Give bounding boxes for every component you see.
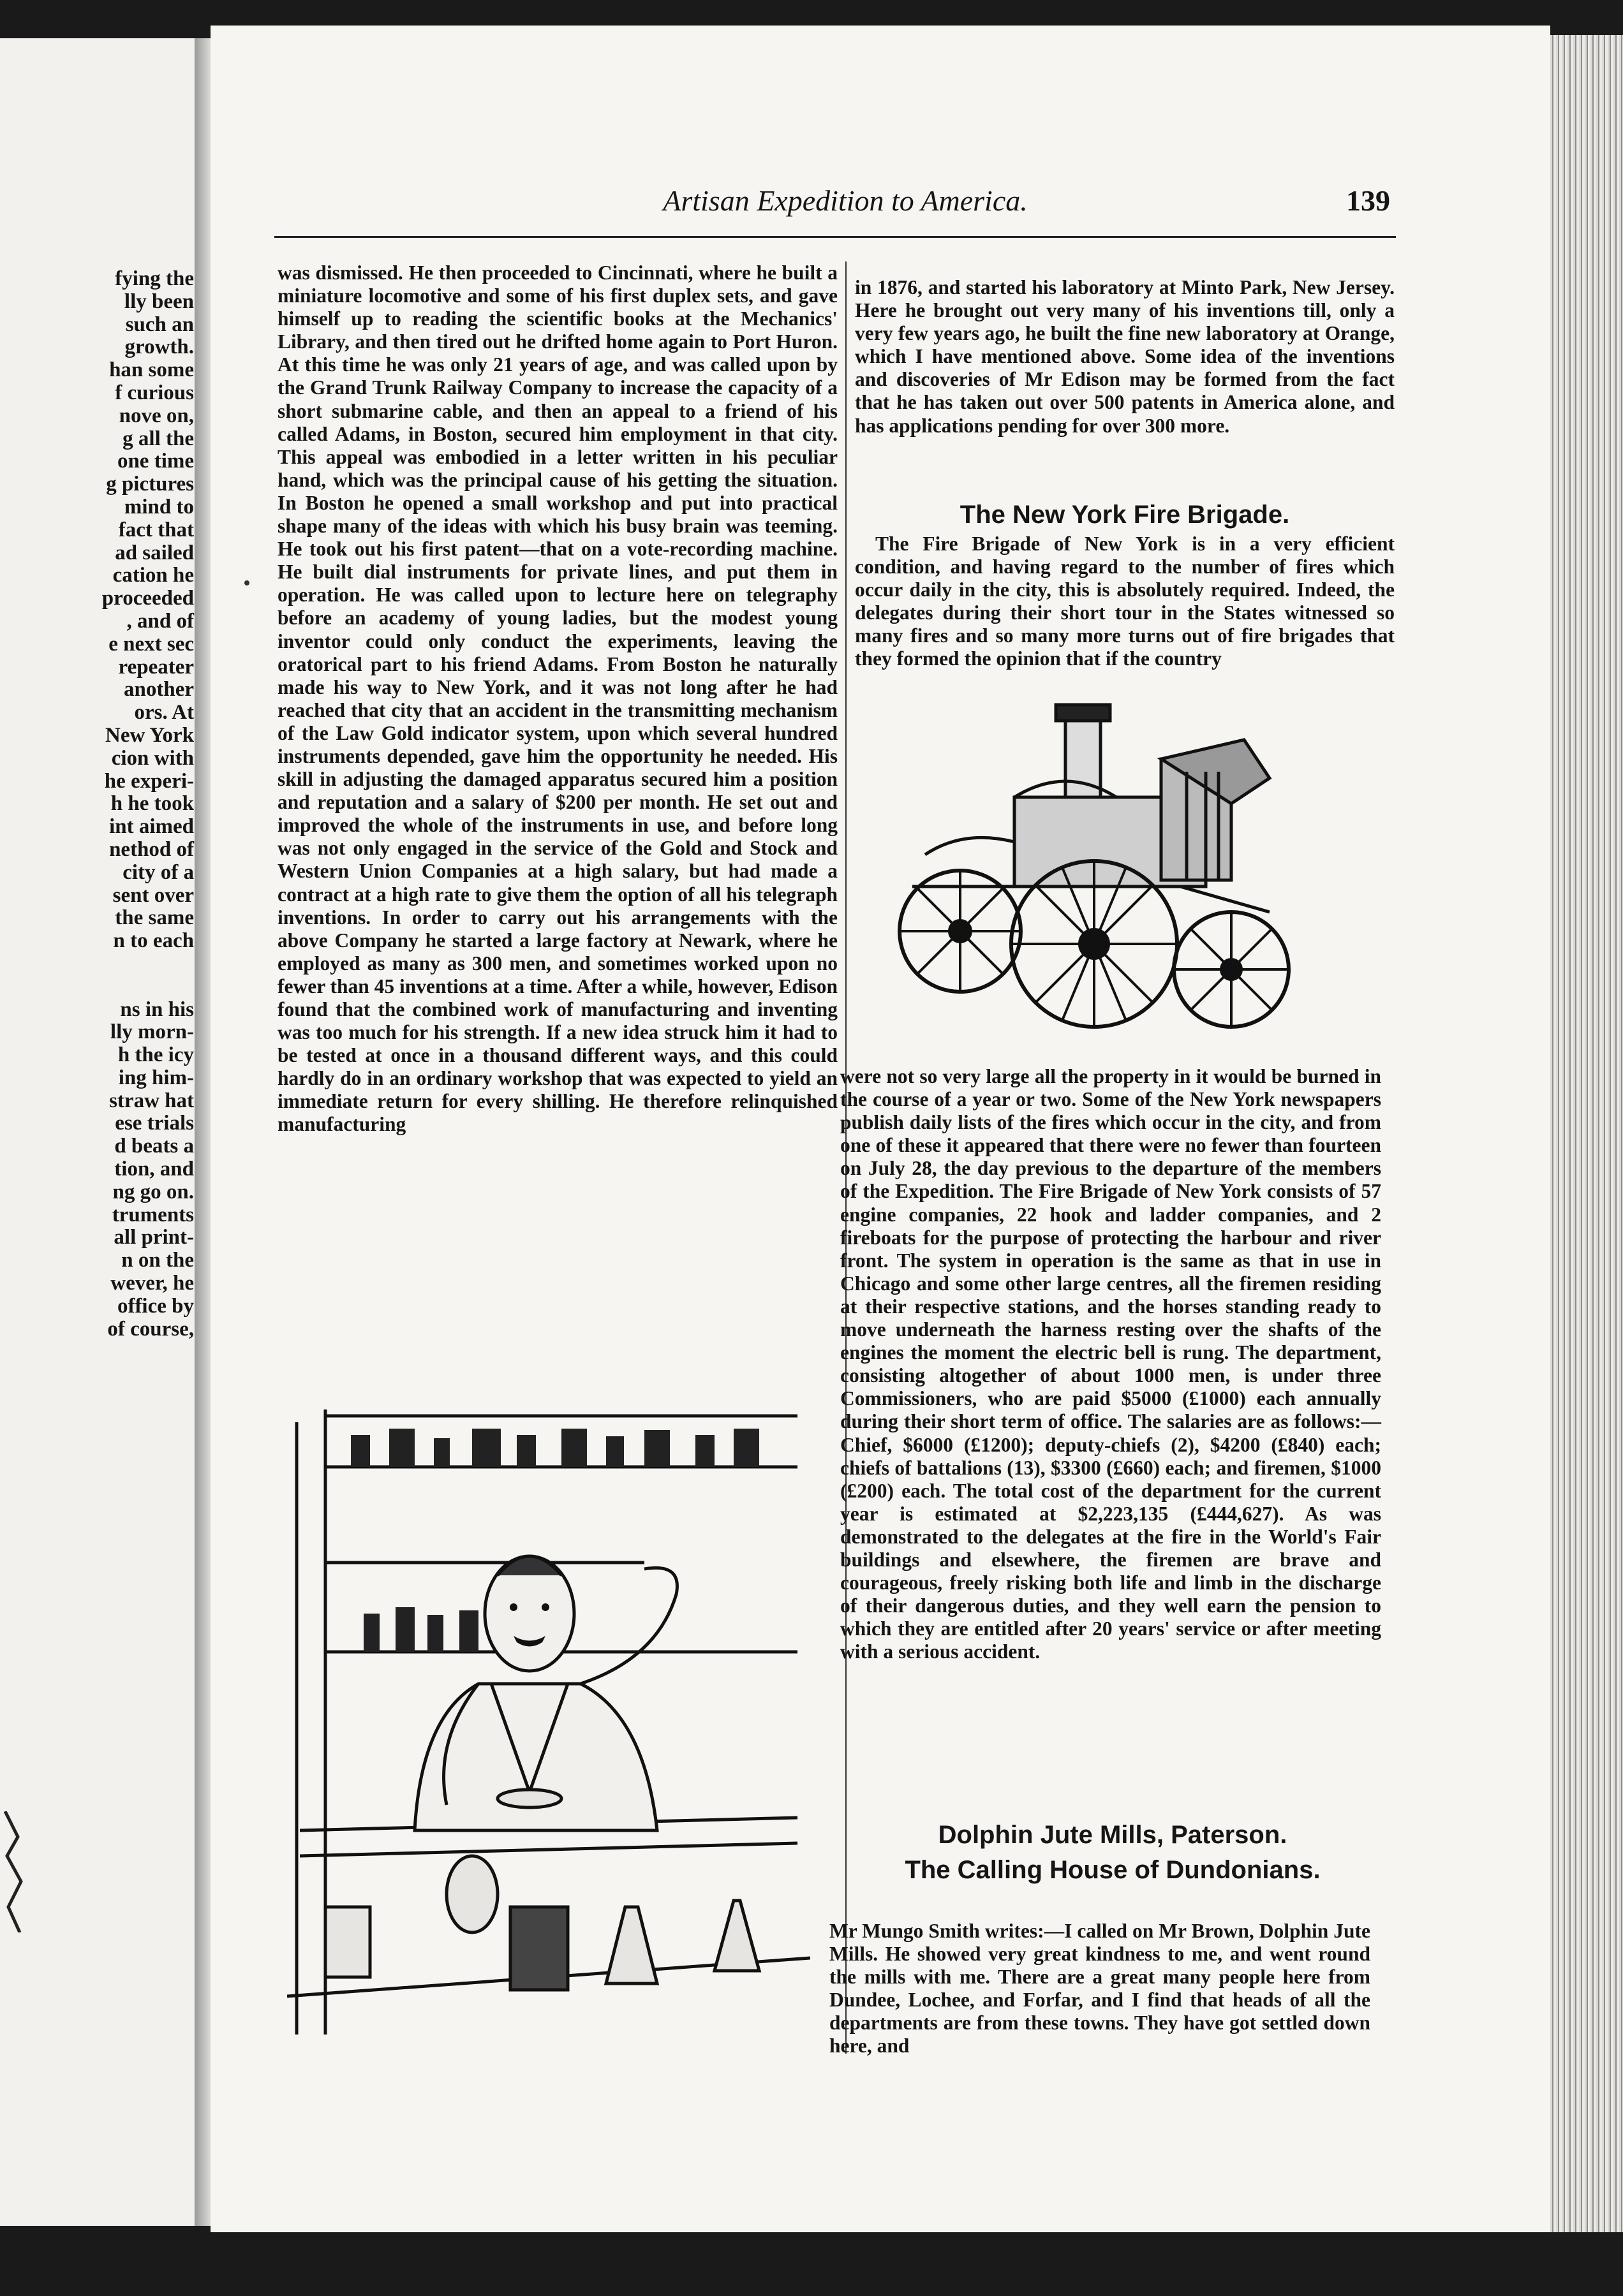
dolphin-heading: Dolphin Jute Mills, Paterson. bbox=[938, 1821, 1287, 1849]
running-title: Artisan Expedition to America. bbox=[663, 184, 1028, 217]
fire-paragraph-1: The Fire Brigade of New York is in a very efficient condition, and having regard to the number of fires which occur daily in the city, this is absolutely required. Indeed, the delegates during their short tour in the States witnessed so many fires and so many more turns out of fire brigades that they formed the opinion that if the country bbox=[855, 533, 1395, 670]
dolphin-paragraph: Mr Mungo Smith writes:—I called on Mr Brown, Dolphin Jute Mills. He showed very great kindness to me, and went round the mills with me. There are a great many people here from Dundee, Lochee, and Forfar, and I find that heads of all the departments are from these towns. They have got settled down here, and bbox=[829, 1920, 1370, 2057]
dolphin-text bbox=[829, 1920, 1370, 2058]
left-page-illustration-edge bbox=[2, 1811, 27, 1932]
edison-continuation: in 1876, and started his laboratory at Minto Park, New Jersey. Here he brought out very many of his inventions till, only a very few years ago, he built the fine new laboratory at Orange, which I have mentioned above. Some idea of the inventions and discoveries of Mr Edison may be formed from the fact that he has taken out over 500 patents in America alone, and has applications pending for over 300 more. bbox=[855, 276, 1395, 437]
page-number: 139 bbox=[1346, 184, 1390, 217]
page-edges bbox=[1550, 35, 1623, 2232]
column-right-intro bbox=[855, 276, 1395, 438]
dolphin-subheading: The Calling House of Dundonians. bbox=[905, 1856, 1321, 1884]
edison-laboratory-illustration bbox=[287, 1384, 810, 2054]
ink-spot bbox=[244, 580, 249, 585]
fire-brigade-text-1 bbox=[855, 533, 1395, 671]
header-rule bbox=[274, 236, 1396, 238]
fire-brigade-text-2 bbox=[840, 1065, 1381, 1663]
column-left bbox=[278, 261, 838, 1358]
fire-brigade-heading: The New York Fire Brigade. bbox=[960, 501, 1290, 529]
fire-engine-illustration bbox=[887, 702, 1321, 1046]
left-page-fragment bbox=[0, 38, 205, 2226]
left-page-text: fying the lly been such an growth. han some f curious nove on, g all the one time g pictures mind to fact that ad sailed cation he proceeded , and of e next sec repeater another ors. At New York cion with he experi- h he took int aimed nethod of city of a sent over the same n to each ns in his lly morn- h the icy ing him- straw hat ese trials d beats a tion, and ng go on. truments all print- n on the wever, he office by of course, bbox=[101, 267, 194, 1341]
fire-paragraph-2: were not so very large all the property in it would be burned in the course of a year or two. Some of the New York newspapers publish daily lists of the fires which occur in the city, and from one of these it appeared that there were no fewer than fourteen on July 28, the day previous to the departure of the members of the Expedition. The Fire Brigade of New York consists of 57 engine companies, 22 hook and ladder companies, and 2 fireboats for the purpose of protecting the harbour and river front. The system in operation is the same as that in use in Chicago and some other large centres, all the firemen residing at their respective stations, and the horses standing ready to move underneath the harness resting over the shafts of the engines the moment the electric bell is rung. The department, consisting altogether of about 1000 men, is under three Commissioners, who are paid $5000 (£1000) each annually during their short term of office. The salaries are as follows:—Chief, $6000 (£1200); deputy-chiefs (2), $4200 (£840) each; chiefs of battalions (13), $3300 (£660) each; and firemen, $1000 (£200) each. The total cost of the department for the current year is estimated at $2,223,135 (£444,627). As was demonstrated to the delegates at the fire in the World's Fair buildings and elsewhere, the firemen are brave and courageous, freely risking both life and limb in the discharge of their dangerous duties, and they well earn the pension to which they are entitled after 20 years' service or after meeting with a serious accident. bbox=[840, 1065, 1381, 1663]
edison-paragraph: was dismissed. He then proceeded to Cincinnati, where he built a miniature locomotive and some of his first duplex sets, and gave himself up to reading the scientific books at the Mechanics' Library, and then tired out he drifted home again to Port Huron. At this time he was only 21 years of age, and was called upon by the Grand Trunk Railway Company to increase the capacity of a short submarine cable, and then an appeal to a friend of his called Adams, in Boston, secured him employment in that city. This appeal was embodied in a letter written in his peculiar hand, which was the principal cause of his getting the situation. In Boston he opened a small workshop and put into practical shape many of the ideas with which his busy brain was teeming. He took out his first patent—that on a vote-recording machine. He built dial instruments for private lines, and put them in operation. He was called upon to lecture here on telegraphy before an academy of young ladies, but the modest young inventor could only conduct the experiments, leaving the oratorical part to his friend Adams. From Boston he naturally made his way to New York, and it was not long after he had reached that city that an accident in the transmitting mechanism of the Law Gold indicator system, upon which several hundred instruments depended, gave him the opportunity he needed. His skill in adjusting the damaged apparatus secured him a position and reputation and a salary of $200 per month. He set out and improved the whole of the instruments in use, and before long was not only engaged in the service of the Gold and Stock and Western Union Companies at a high salary, but had made a contract at a high rate to give them the option of all his telegraph inventions. In order to carry out his arrangements with the above Company he started a large factory at Newark, where he employed as many as 300 men, and sometimes worked upon no fewer than 45 inventions at a time. After a while, however, Edison found that the combined work of manufacturing and inventing was too much for his strength. If a new idea struck him it had to be tested at once in a thousand different ways, and this could hardly do in an ordinary workshop that was expected to yield an immediate return for every shilling. He therefore relinquished manufacturing bbox=[278, 261, 838, 1136]
